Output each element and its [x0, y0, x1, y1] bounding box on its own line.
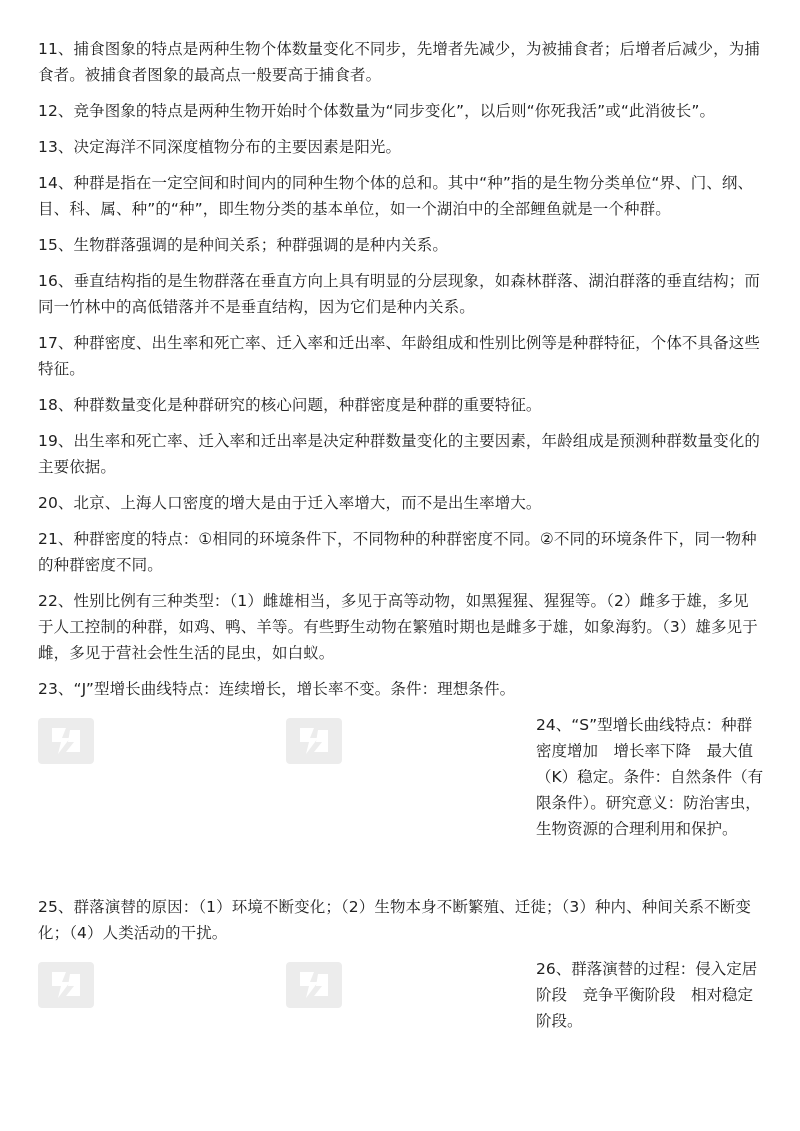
paragraph-19: 19、出生率和死亡率、迁入率和迁出率是决定种群数量变化的主要因素，年龄组成是预测种群数量变化的主要依据。	[38, 432, 760, 476]
paragraph-22: 22、性别比例有三种类型：（1）雌雄相当，多见于高等动物，如黑猩猩、猩猩等。（2）雌多于雄，多见于人工控制的种群，如鸡、鸭、羊等。有些野生动物在繁殖时期也是雌多于雄，如象海豹。（3）雄多见于雌，多见于营社会性生活的昆虫，如白蚁。	[38, 592, 758, 662]
paragraph-11: 11、捕食图象的特点是两种生物个体数量变化不同步，先增者先减少，为被捕食者；后增者后减少，为捕食者。被捕食者图象的最高点一般要高于捕食者。	[38, 40, 760, 84]
image-placeholder-icon	[38, 962, 94, 1008]
image-placeholder-icon	[286, 962, 342, 1008]
paragraph-17: 17、种群密度、出生率和死亡率、迁入率和迁出率、年龄组成和性别比例等是种群特征，个体不具备这些特征。	[38, 334, 760, 378]
figure-row-26	[38, 956, 764, 1040]
document-page	[38, 36, 764, 1052]
paragraph-13: 13、决定海洋不同深度植物分布的主要因素是阳光。	[38, 138, 402, 156]
figure-row-24	[38, 712, 764, 882]
paragraph-26: 26、群落演替的过程：侵入定居阶段 竞争平衡阶段 相对稳定阶段。	[536, 960, 758, 1030]
paragraph-25: 25、群落演替的原因：（1）环境不断变化；（2）生物本身不断繁殖、迁徙；（3）种内、种间关系不断变化；（4）人类活动的干扰。	[38, 898, 751, 942]
paragraph-23: 23、“J”型增长曲线特点：连续增长，增长率不变。条件：理想条件。	[38, 680, 516, 698]
image-placeholder-icon	[38, 718, 94, 764]
paragraph-20: 20、北京、上海人口密度的增大是由于迁入率增大，而不是出生率增大。	[38, 494, 542, 512]
paragraph-15: 15、生物群落强调的是种间关系；种群强调的是种内关系。	[38, 236, 448, 254]
paragraph-18: 18、种群数量变化是种群研究的核心问题，种群密度是种群的重要特征。	[38, 396, 542, 414]
paragraph-24: 24、“S”型增长曲线特点：种群密度增加 增长率下降 最大值（K）稳定。条件：自然条件（有限条件）。研究意义：防治害虫，生物资源的合理利用和保护。	[536, 716, 764, 838]
paragraph-16: 16、垂直结构指的是生物群落在垂直方向上具有明显的分层现象，如森林群落、湖泊群落的垂直结构；而同一竹林中的高低错落并不是垂直结构，因为它们是种内关系。	[38, 272, 760, 316]
paragraph-12: 12、竞争图象的特点是两种生物开始时个体数量为“同步变化”，以后则“你死我活”或“此消彼长”。	[38, 102, 716, 120]
paragraph-21: 21、种群密度的特点：①相同的环境条件下，不同物种的种群密度不同。②不同的环境条件下，同一物种的种群密度不同。	[38, 530, 757, 574]
image-placeholder-icon	[286, 718, 342, 764]
paragraph-14: 14、种群是指在一定空间和时间内的同种生物个体的总和。其中“种”指的是生物分类单位“界、门、纲、目、科、属、种”的“种”，即生物分类的基本单位，如一个湖泊中的全部鲤鱼就是一个种群。	[38, 174, 754, 218]
